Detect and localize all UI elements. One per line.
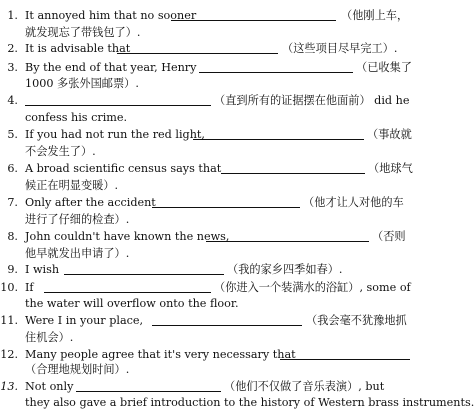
item-hint: （你进入一个装满水的浴缸）, some of: [214, 281, 411, 294]
item-prompt: If: [25, 281, 34, 294]
exercise-item-5: [0, 127, 421, 143]
answer-blank[interactable]: [64, 274, 224, 275]
exercise-item-5-cont: [0, 144, 421, 160]
item-hint: （事故就: [367, 128, 412, 141]
item-hint-cont: 就发现忘了带钱包了）.: [25, 26, 141, 39]
item-number: 12.: [0, 348, 18, 361]
exercise-item-1-cont: [0, 25, 421, 41]
item-prompt: I wish: [25, 263, 60, 276]
exercise-item-10-cont: [0, 296, 421, 312]
item-number: 10.: [0, 281, 18, 294]
item-prompt-cont: the water will overflow onto the floor.: [25, 297, 239, 310]
answer-blank[interactable]: [152, 207, 300, 208]
item-hint: （这些项目尽早完工）.: [282, 42, 398, 55]
item-hint: （他刚上车，: [341, 9, 409, 22]
answer-blank[interactable]: [44, 292, 211, 293]
item-hint: （我的家乡四季如春）.: [227, 263, 343, 276]
item-hint-cont: 进行了仔细的检查）.: [25, 213, 130, 226]
item-prompt: Were I in your place,: [25, 314, 144, 327]
answer-blank[interactable]: [171, 20, 336, 21]
answer-blank[interactable]: [221, 173, 365, 174]
item-number: 4.: [7, 94, 18, 107]
item-hint: （否则: [372, 230, 406, 243]
exercise-item-13-cont: [0, 395, 474, 411]
exercise-item-1: [0, 8, 421, 24]
exercise-item-12-cont: [0, 362, 421, 378]
exercise-item-9: [0, 262, 421, 278]
exercise-item-10: [0, 280, 421, 296]
item-hint-cont: （合理地规划时间）.: [25, 363, 130, 376]
item-prompt: John couldn't have known the news,: [25, 230, 230, 243]
item-prompt: It annoyed him that no sooner: [25, 9, 197, 22]
item-prompt: It is advisable that: [25, 42, 131, 55]
answer-blank[interactable]: [199, 72, 353, 73]
item-number: 7.: [7, 196, 18, 209]
item-hint-cont: 他早就发出申请了）.: [25, 247, 130, 260]
item-number: 1.: [7, 9, 18, 22]
item-prompt: If you had not run the red light,: [25, 128, 205, 141]
answer-blank[interactable]: [152, 325, 302, 326]
exercise-item-4-cont: [0, 110, 421, 126]
answer-blank[interactable]: [206, 241, 369, 242]
item-number: 6.: [7, 162, 18, 175]
exercise-item-6-cont: [0, 178, 421, 194]
item-number: 13.: [0, 380, 18, 393]
item-hint: （地球气: [368, 162, 413, 175]
exercise-item-6: [0, 161, 421, 177]
item-number: 8.: [7, 230, 18, 243]
exercise-item-13: [0, 379, 421, 395]
item-hint: （他才让人对他的车: [303, 196, 404, 209]
exercise-item-4: [0, 93, 421, 109]
item-prompt: By the end of that year, Henry: [25, 61, 197, 74]
item-number: 2.: [7, 42, 18, 55]
item-hint-cont: 候正在明显变暖）.: [25, 179, 119, 192]
item-hint-cont: 1000 多张外国邮票）.: [25, 77, 139, 90]
item-number: 11.: [0, 314, 18, 327]
item-prompt-cont: they also gave a brief introduction to the history of Western brass instruments.: [25, 396, 474, 409]
item-number: 9.: [7, 263, 18, 276]
item-hint: （我会毫不犹豫地抓: [306, 314, 407, 327]
exercise-item-7: [0, 195, 421, 211]
item-prompt: Many people agree that it's very necessary that: [25, 348, 296, 361]
exercise-item-8: [0, 229, 421, 245]
item-hint: （已收集了: [356, 61, 412, 74]
answer-blank[interactable]: [25, 105, 211, 106]
exercise-item-7-cont: [0, 212, 421, 228]
item-hint-cont: 住机会）.: [25, 331, 74, 344]
item-hint: （直到所有的证据摆在他面前） did he: [214, 94, 410, 107]
item-prompt-cont: confess his crime.: [25, 111, 128, 124]
exercise-item-8-cont: [0, 246, 421, 262]
item-prompt: A broad scientific census says that: [25, 162, 222, 175]
answer-blank[interactable]: [117, 53, 278, 54]
exercise-item-2: [0, 41, 421, 57]
item-hint: （他们不仅做了音乐表演）, but: [224, 380, 385, 393]
exercise-item-3: [0, 60, 421, 76]
item-number: 3.: [7, 61, 18, 74]
answer-blank[interactable]: [76, 391, 221, 392]
item-hint-cont: 不会发生了）.: [25, 145, 96, 158]
item-number: 5.: [7, 128, 18, 141]
item-prompt: Only after the accident: [25, 196, 156, 209]
answer-blank[interactable]: [193, 139, 364, 140]
exercise-item-11: [0, 313, 421, 329]
answer-blank[interactable]: [280, 359, 410, 360]
exercise-item-11-cont: [0, 330, 421, 346]
exercise-item-3-cont: [0, 76, 421, 92]
exercise-item-12: [0, 347, 421, 363]
item-prompt: Not only: [25, 380, 74, 393]
